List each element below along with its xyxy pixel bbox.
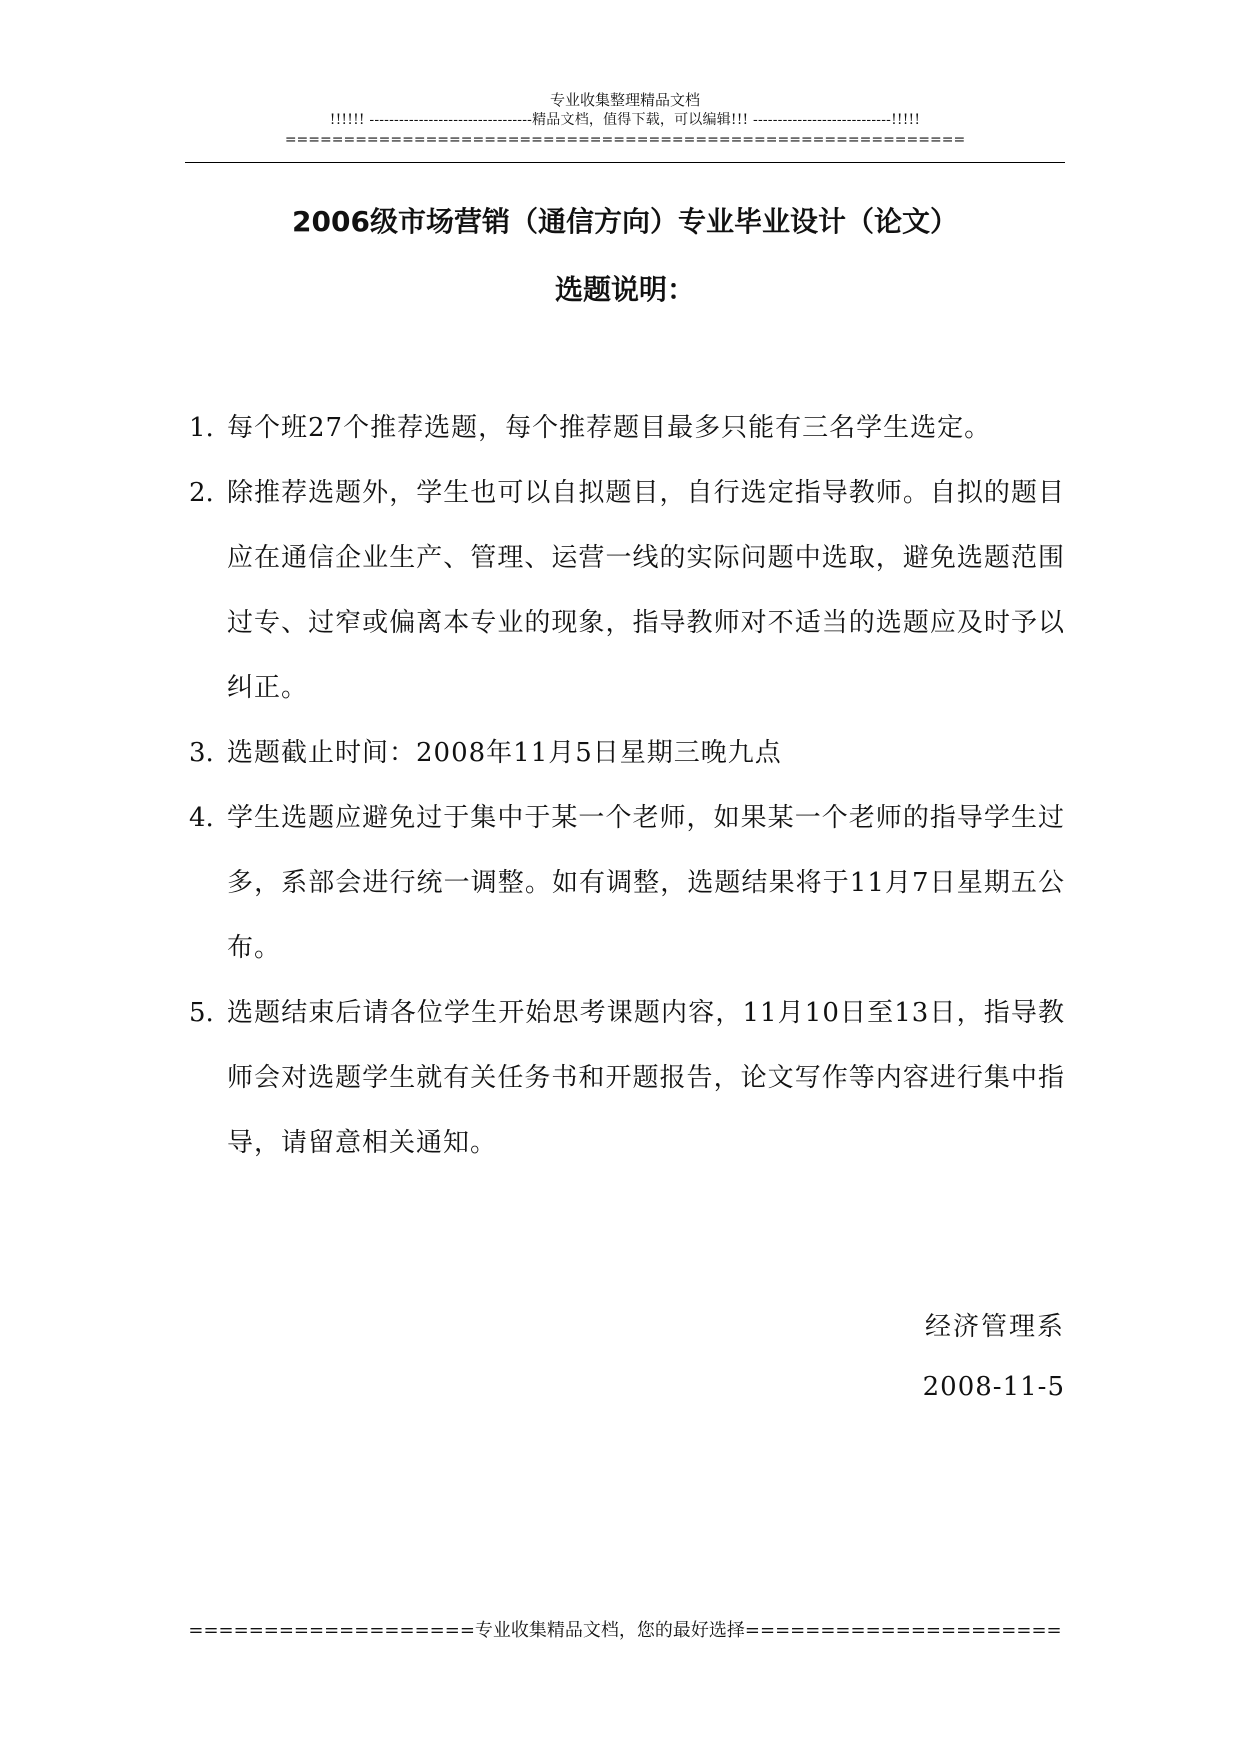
header-rule — [185, 162, 1065, 163]
document-title: 2006级市场营销（通信方向）专业毕业设计（论文） — [292, 205, 958, 238]
list-item — [185, 981, 1065, 1176]
page-footer: ===================专业收集精品文档，您的最好选择===================== — [188, 1620, 1062, 1641]
instruction-list — [185, 396, 1065, 1176]
item-text: 除推荐选题外，学生也可以自拟题目，自行选定指导教师。自拟的题目应在通信企业生产、管理、运营一线的实际问题中选取，避免选题范围过专、过窄或偏离本专业的现象，指导教师对不适当的选题应及时予以纠正。 — [227, 478, 1065, 703]
signature-org: 经济管理系 — [924, 1312, 1065, 1342]
list-item — [185, 461, 1065, 721]
document-subtitle: 选题说明： — [554, 273, 695, 306]
list-item — [185, 786, 1065, 981]
item-text: 选题结束后请各位学生开始思考课题内容，11月10日至13日，指导教师会对选题学生就有关任务书和开题报告，论文写作等内容进行集中指导，请留意相关通知。 — [227, 998, 1065, 1158]
item-text: 选题截止时间：2008年11月5日星期三晚九点 — [227, 738, 782, 768]
item-number: 4. — [189, 803, 214, 833]
item-text: 学生选题应避免过于集中于某一个老师，如果某一个老师的指导学生过多，系部会进行统一调整。如有调整，选题结果将于11月7日星期五公布。 — [227, 803, 1065, 963]
list-item — [185, 396, 1065, 461]
signature-date: 2008-11-5 — [922, 1372, 1065, 1402]
item-number: 5. — [189, 998, 214, 1028]
item-number: 3. — [189, 738, 214, 768]
item-text: 每个班27个推荐选题，每个推荐题目最多只能有三名学生选定。 — [227, 413, 992, 443]
item-number: 1. — [189, 413, 214, 443]
page-header — [185, 90, 1065, 150]
header-line-3: ========================================================== — [284, 132, 966, 148]
item-number: 2. — [189, 478, 214, 508]
list-item — [185, 721, 1065, 786]
header-line-1: 专业收集整理精品文档 — [549, 91, 700, 109]
header-line-2: !!!!!! ---------------------------------精品文档，值得下载，可以编辑!!! ----------------------------!!!!! — [329, 112, 921, 128]
